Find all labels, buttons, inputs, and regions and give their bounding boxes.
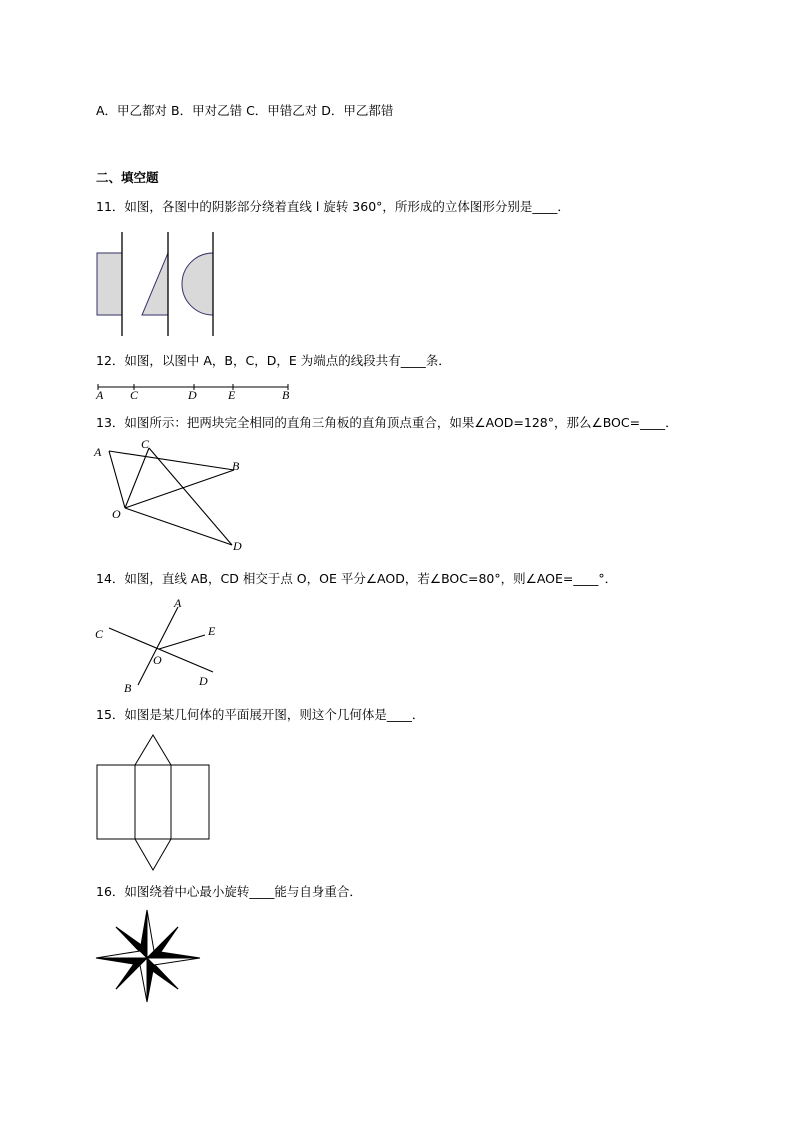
ray-OE [159, 635, 205, 649]
shaded-rectangle [97, 253, 122, 315]
label-B: B [282, 388, 290, 402]
label-D: D [199, 674, 208, 688]
question-16: 16．如图绕着中心最小旋转____能与自身重合． [96, 884, 362, 899]
figure-16-star [94, 908, 204, 1004]
shaded-triangle [142, 253, 168, 315]
top-triangle [135, 735, 171, 765]
label-O: O [153, 653, 162, 667]
question-12: 12．如图，以图中 A，B，C，D，E 为端点的线段共有____条． [96, 353, 451, 368]
figure-12 [96, 378, 296, 400]
cardinal-points [96, 910, 200, 1002]
label-B: B [124, 681, 132, 695]
edge-AO [109, 451, 125, 508]
edge-OC [125, 448, 149, 508]
label-C: C [95, 627, 104, 641]
label-O: O [112, 507, 121, 521]
label-A: A [96, 388, 104, 402]
line-AB [138, 607, 178, 685]
bottom-triangle [135, 839, 171, 870]
right-face [171, 765, 209, 839]
label-E: E [228, 388, 236, 402]
question-14: 14．如图，直线 AB，CD 相交于点 O，OE 平分∠AOD，若∠BOC=80°，则∠AOE=____°． [96, 571, 618, 586]
edge-AB [109, 451, 234, 470]
edge-BO [125, 470, 234, 508]
shaded-semicircle [182, 253, 213, 315]
figure-11 [92, 228, 232, 343]
question-13: 13．如图所示：把两块完全相同的直角三角板的直角顶点重合，如果∠AOD=128°，那么∠BOC=____． [96, 415, 678, 430]
figure-13 [92, 437, 252, 558]
label-E: E [208, 624, 216, 638]
label-C: C [130, 388, 139, 402]
left-face [97, 765, 135, 839]
question-11: 11．如图，各图中的阴影部分绕着直线 l 旋转 360°，所形成的立体图形分别是____． [96, 199, 570, 214]
figure-14 [92, 597, 232, 695]
figure-15 [94, 728, 214, 878]
label-C: C [141, 437, 150, 451]
label-D: D [188, 388, 197, 402]
question-15: 15．如图是某几何体的平面展开图，则这个几何体是____． [96, 707, 425, 722]
label-D: D [233, 539, 242, 553]
label-B: B [232, 459, 240, 473]
section-title: 二、填空题 [96, 170, 159, 185]
q10-options: A．甲乙都对 B．甲对乙错 C．甲错乙对 D．甲乙都错 [96, 103, 394, 118]
label-A: A [94, 445, 102, 459]
label-A: A [174, 596, 182, 610]
middle-face [135, 765, 171, 839]
